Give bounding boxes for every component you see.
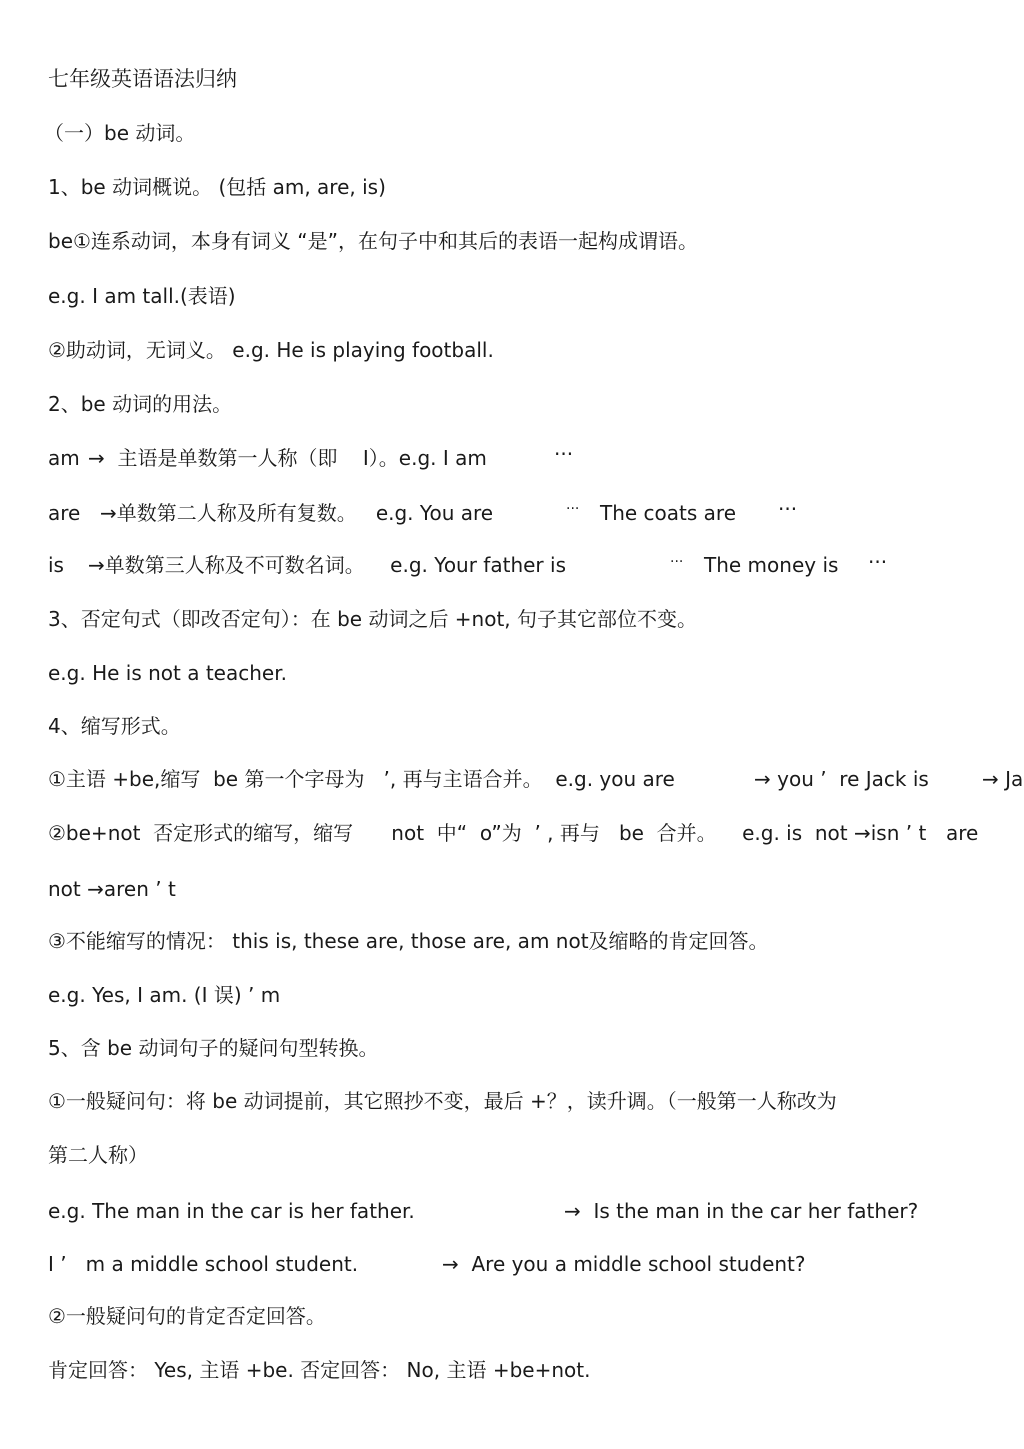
item-5-rule-2: ②一般疑问句的肯定否定回答。 bbox=[48, 1304, 326, 1328]
usage-rule-am: → 主语是单数第一人称（即 I）。e.g. I am bbox=[88, 446, 487, 470]
item-1-definition-b: ②助动词，无词义。 e.g. He is playing football. bbox=[48, 338, 494, 362]
item-2-heading: 2、be 动词的用法。 bbox=[48, 392, 233, 416]
item-4-rule-3-example: e.g. Yes, I am. (I 误) ’ m bbox=[48, 983, 281, 1007]
item-5-rule-1: ①一般疑问句：将 be 动词提前，其它照抄不变，最后 +？，读升调。（一般第一人称改为 bbox=[48, 1089, 837, 1113]
item-5-rule-1-continued: 第二人称） bbox=[48, 1143, 148, 1167]
usage-rule-are: →单数第二人称及所有复数。 e.g. You are bbox=[100, 501, 494, 525]
usage-ellipsis-is-1: ··· bbox=[670, 554, 684, 570]
usage-word-are: are bbox=[48, 501, 81, 525]
item-5-example-1-question: → Is the man in the car her father? bbox=[564, 1199, 919, 1223]
usage-rule-is: →单数第三人称及不可数名词。 e.g. Your father is bbox=[88, 553, 566, 577]
usage-word-am: am bbox=[48, 446, 80, 470]
item-4-rule-1-arrow-1: → you ’ re Jack is bbox=[754, 767, 929, 791]
item-5-heading: 5、含 be 动词句子的疑问句型转换。 bbox=[48, 1036, 379, 1060]
usage-ellipsis-are-2: ··· bbox=[778, 497, 798, 521]
item-4-rule-2-continued: not →aren ’ t bbox=[48, 877, 176, 901]
item-1-example-a: e.g. I am tall.(表语) bbox=[48, 284, 236, 308]
item-5-example-2-question: → Are you a middle school student? bbox=[442, 1252, 806, 1276]
usage-ellipsis-am: ··· bbox=[554, 442, 574, 466]
usage-ellipsis-are-1: ··· bbox=[566, 501, 580, 517]
usage-ellipsis-is-2: ··· bbox=[868, 550, 888, 574]
item-5-example-1-statement: e.g. The man in the car is her father. bbox=[48, 1199, 415, 1223]
item-4-rule-3: ③不能缩写的情况： this is, these are, those are, am not及缩略的肯定回答。 bbox=[48, 929, 769, 953]
document-title: 七年级英语语法归纳 bbox=[48, 67, 237, 91]
item-5-answers: 肯定回答： Yes, 主语 +be. 否定回答： No, 主语 +be+not. bbox=[48, 1358, 591, 1382]
section-heading-be-verb: （一）be 动词。 bbox=[44, 121, 196, 145]
usage-example-is-2: The money is bbox=[704, 553, 839, 577]
item-3-heading: 3、否定句式（即改否定句）：在 be 动词之后 +not, 句子其它部位不变。 bbox=[48, 607, 698, 631]
item-4-rule-1-text: ①主语 +be,缩写 be 第一个字母为 ’, 再与主语合并。 e.g. you are bbox=[48, 767, 675, 791]
usage-example-are-2: The coats are bbox=[600, 501, 737, 525]
item-4-rule-1-arrow-2: → Ja bbox=[982, 767, 1024, 791]
item-4-rule-2-text: ②be+not 否定形式的缩写，缩写 not 中“ o”为 ’ , 再与 be 合并。 e.g. is not →isn ’ t bbox=[48, 821, 927, 845]
item-5-example-2-statement: I ’ m a middle school student. bbox=[48, 1252, 359, 1276]
usage-word-is: is bbox=[48, 553, 64, 577]
item-4-rule-2-overlap: are bbox=[946, 821, 979, 845]
item-3-example: e.g. He is not a teacher. bbox=[48, 661, 287, 685]
item-4-heading: 4、缩写形式。 bbox=[48, 714, 181, 738]
item-1-heading: 1、be 动词概说。 (包括 am, are, is) bbox=[48, 175, 386, 199]
item-1-definition-a: be①连系动词，本身有词义 “是”，在句子中和其后的表语一起构成谓语。 bbox=[48, 229, 699, 253]
